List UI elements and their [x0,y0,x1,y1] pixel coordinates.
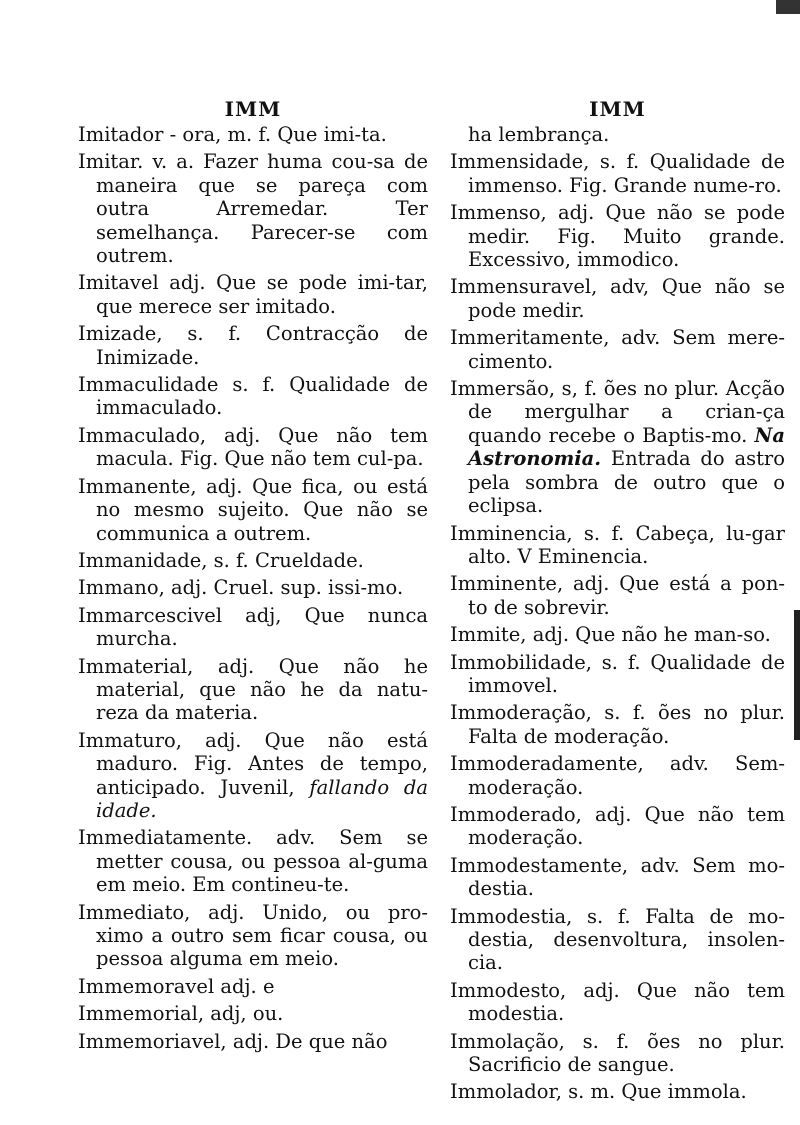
entry-text: Imminencia, s. f. Cabeça, lu-gar alto. V Eminencia. [450,521,785,568]
dictionary-entry [78,729,428,823]
dictionary-entry [450,326,785,373]
dictionary-entry [450,752,785,799]
dictionary-entry [450,123,785,146]
dictionary-entry [78,549,428,572]
dictionary-entry [450,803,785,850]
dictionary-entry [78,424,428,471]
entry-text: Imminente, adj. Que está a pon-to de sobrevir. [450,572,785,619]
dictionary-entry [450,522,785,569]
entry-text: Immemoriavel, adj. De que não [78,1029,388,1053]
right-running-head: IMM [589,97,646,121]
dictionary-entry [450,651,785,698]
entry-text: Immano, adj. Cruel. sup. issi-mo. [78,576,404,600]
dictionary-entry [450,854,785,901]
right-column [450,95,785,1108]
dictionary-entry [78,150,428,267]
entry-text-continued: Entrada do astro pela sombra de outro que o eclipsa. [468,447,785,518]
dictionary-entry [78,475,428,545]
dictionary-entry [78,975,428,998]
entry-text: Immaturo, adj. Que não está maduro. Fig. Antes de tempo, anticipado. Juvenil, [78,728,428,799]
entry-text: Immersão, s, f. ões no plur. Acção de mergulhar a crian-ça quando recebe o Baptis-mo. [450,377,785,447]
entry-text: Immaculado, adj. Que não tem macula. Fig. Que não tem cul-pa. [78,423,428,471]
entry-text: Immediatamente. adv. Sem se metter cousa, ou pessoa al-guma em meio. Em contineu-te. [78,826,428,897]
dictionary-entry [450,275,785,322]
entry-text: Imizade, s. f. Contracção de Inimizade. [78,322,428,369]
entry-text: Immediato, adj. Unido, ou pro-ximo a outro sem ficar cousa, ou pessoa alguma em meio. [78,900,428,971]
entry-text: Immenso, adj. Que não se pode medir. Fig. Muito grande. Excessivo, immodico. [450,201,785,272]
dictionary-entry [450,1030,785,1077]
entry-text: Immodestia, s. f. Falta de mo-destia, desenvoltura, insolen-cia. [450,904,785,975]
entry-text: ha lembrança. [468,123,610,146]
entry-text: Immoderação, s. f. ões no plur. Falta de moderação. [450,701,785,748]
entry-text: Immensidade, s. f. Qualidade de immenso. Fig. Grande nume-ro. [450,150,785,197]
dictionary-entry [450,1080,785,1103]
dictionary-entry [450,701,785,748]
entry-text: Immaculidade s. f. Qualidade de immaculado. [78,373,428,420]
dictionary-entry [450,377,785,517]
left-entries [78,123,428,1053]
entry-text: Immoderado, adj. Que não tem moderação. [450,802,785,850]
entry-text: Immemoravel adj. e [78,974,275,998]
dictionary-entry [78,576,428,599]
left-column [78,95,428,1057]
dictionary-entry [450,150,785,197]
entry-text: Immite, adj. Que não he man-so. [450,623,771,647]
scan-edge-mark [776,0,800,14]
entry-text: Immaterial, adj. Que não he material, que não he da natu-reza da materia. [78,654,428,725]
dictionary-entry [78,1030,428,1053]
entry-text: Immodesto, adj. Que não tem modestia. [450,978,785,1026]
entry-text: Imitavel adj. Que se pode imi-tar, que merece ser imitado. [78,271,428,318]
entry-text: Immodestamente, adv. Sem mo-destia. [450,853,785,901]
entry-text: Immemorial, adj, ou. [78,1002,284,1026]
entry-text: Immobilidade, s. f. Qualidade de immovel. [450,650,785,697]
right-entries [450,123,785,1104]
entry-text: Imitar. v. a. Fazer huma cou-sa de maneira que se pareça com outra Arremedar. Ter semelhança. Parecer-se com outrem. [78,150,428,268]
entry-text: Imitador - ora, m. f. Que imi-ta. [78,123,387,146]
entry-text: Immensuravel, adv, Que não se pode medir. [450,275,785,322]
entry-text: Immoderadamente, adv. Sem-moderação. [450,752,785,799]
entry-emphasis: Na Astronomia. [468,423,785,471]
entry-text: Immanente, adj. Que fica, ou está no mesmo sujeito. Que não se communica a outrem. [78,474,428,545]
dictionary-entry [78,1002,428,1025]
dictionary-entry [450,201,785,271]
entry-text: Immeritamente, adv. Sem mere-cimento. [450,326,785,373]
dictionary-entry [450,623,785,646]
dictionary-entry [78,271,428,318]
dictionary-entry [450,979,785,1026]
entry-text: Immarcescivel adj, Que nunca murcha. [78,603,428,651]
dictionary-entry [78,373,428,420]
dictionary-entry [78,655,428,725]
left-running-head: IMM [224,97,282,121]
dictionary-entry [78,604,428,651]
entry-text: Immanidade, s. f. Crueldade. [78,548,364,572]
entry-text: Immolação, s. f. ões no plur. Sacrificio de sangue. [450,1029,785,1077]
dictionary-entry [78,123,428,146]
dictionary-entry [78,901,428,971]
dictionary-entry [450,572,785,619]
dictionary-entry [78,826,428,896]
dictionary-entry [450,905,785,975]
entry-text: Immolador, s. m. Que immola. [450,1080,747,1104]
dictionary-entry [78,322,428,369]
scan-edge-shadow [794,610,800,740]
entry-italic-note: fallando da idade. [96,775,429,822]
